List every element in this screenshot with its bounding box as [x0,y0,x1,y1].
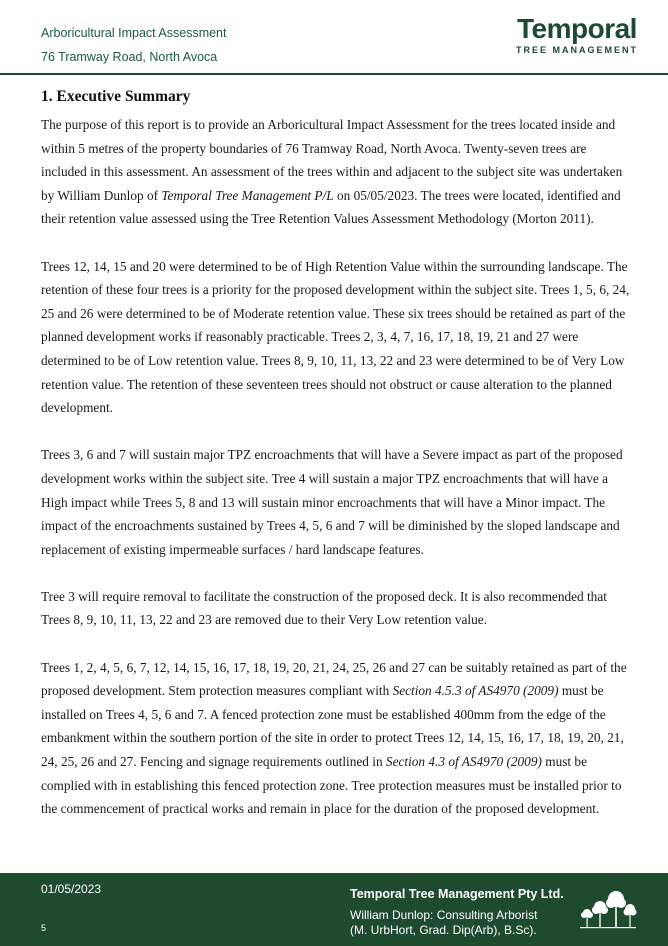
paragraph-tpz-encroachments: Trees 3, 6 and 7 will sustain major TPZ encroachments that will have a Severe impact as part of the proposed development works within the subject site. Tree 4 will sustain a major TPZ encroachments that will have a High impact while Trees 5, 8 and 13 will sustain minor encroachments that will have a Minor impact. The impact of the encroachments sustained by Trees 4, 5, 6 and 7 will be diminished by the sloped landscape and replacement of existing impermeable surfaces / hard landscape features. [41,447,623,557]
footer-credentials: (M. UrbHort, Grad. Dip(Arb), B.Sc). [350,923,537,937]
paragraph-purpose: The purpose of this report is to provide an Arboricultural Impact Assessment for the trees located inside and within 5 metres of the property boundaries of 76 Tramway Road, North Avoca. Twenty-seven trees are included in this assessment. An assessment of the trees within and adjacent to the subject site was undertaken by William Dunlop of Temporal Tree Management P/L on 05/05/2023. The trees were located, identified and their retention value assessed using the Tree Retention Values Assessment Methodology (Morton 2011). [41,117,623,227]
footer-date: 01/05/2023 [41,882,102,896]
paragraph-retention-values: Trees 12, 14, 15 and 20 were determined to be of High Retention Value within the surrounding landscape. The retention of these four trees is a priority for the proposed development within the subject site. Trees 1, 5, 6, 24, 25 and 26 were determined to be of Moderate retention value. These six trees should be retained as part of the planned development works if reasonably practicable. Trees 2, 3, 4, 7, 16, 17, 18, 19, 21 and 27 were determined to be of Low retention value. Trees 8, 9, 10, 11, 13, 22 and 23 were determined to be of Very Low retention value. The retention of these seventeen trees should not obstruct or cause alteration to the planned development. [41,258,630,416]
header-divider [0,73,668,75]
footer-arborist-name: William Dunlop: Consulting Arborist [350,908,538,922]
section-heading: 1. Executive Summary [41,88,191,105]
paragraph-protection-measures: Trees 1, 2, 4, 5, 6, 7, 12, 14, 15, 16, 17, 18, 19, 20, 21, 24, 25, 26 and 27 can be suitably retained as part of the proposed development. Stem protection measures compliant with Section 4.5.3 of AS4970 (2009) must be installed on Trees 4, 5, 6 and 7. A fenced protection zone must be established 400mm from the edge of the embankment within the southern portion of the site in order to protect Trees 12, 14, 15, 16, 17, 18, 19, 20, 21, 24, 25, 26 and 27. Fencing and signage requirements outlined in Section 4.3 of AS4970 (2009) must be complied with in establishing this fenced protection zone. Tree protection measures must be installed prior to the commencement of practical works and remain in place for the duration of the proposed development. [41,659,627,817]
brand-name: Temporal [517,13,637,44]
trees-icon [578,887,638,931]
paragraph-removals: Tree 3 will require removal to facilitate the construction of the proposed deck. It is also recommended that Trees 8, 9, 10, 11, 13, 22 and 23 are removed due to their Very Low retention value. [41,588,607,628]
page-header [0,0,668,76]
brand-subtitle: TREE MANAGEMENT [516,45,638,55]
page-content [41,88,631,844]
page-footer [0,873,668,946]
report-title: Arboricultural Impact Assessment [41,26,227,40]
page-number: 5 [41,923,47,933]
footer-company: Temporal Tree Management Pty Ltd. [350,887,564,901]
report-address: 76 Tramway Road, North Avoca [41,50,218,64]
brand-logo [516,14,638,55]
